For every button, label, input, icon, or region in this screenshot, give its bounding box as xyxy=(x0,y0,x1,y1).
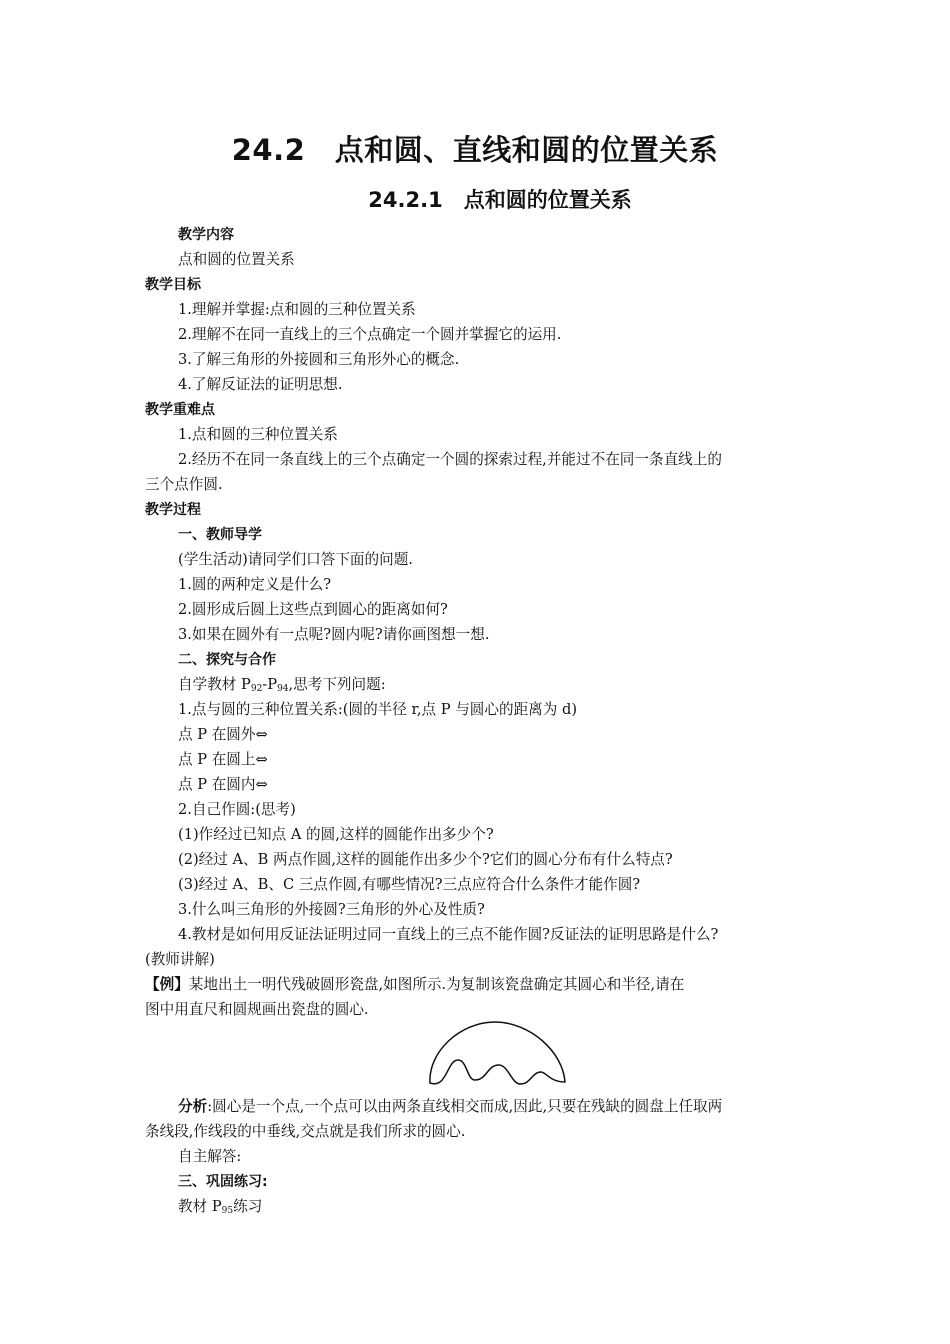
section3-heading: 三、巩固练习: xyxy=(178,1174,268,1190)
section1-line: (学生活动)请同学们口答下面的问题. xyxy=(178,551,413,568)
section2-line: 点 P 在圆外⇔ xyxy=(178,726,268,743)
practice-line: 教材 $P_{95}$练习 xyxy=(178,1198,263,1216)
self-study-line: 自学教材 $P_{92}-P_{94}$,思考下列问题: xyxy=(178,676,386,694)
analysis-label: 分析 xyxy=(178,1098,208,1115)
section2-line: 点 P 在圆内⇔ xyxy=(178,776,268,793)
section1-line: 3.如果在圆外有一点呢?圆内呢?请你画图想一想. xyxy=(178,626,490,643)
answer-label: 自主解答: xyxy=(178,1148,242,1165)
key-heading: 教学重难点 xyxy=(145,402,215,418)
example-line: 【例】某地出土一明代残破圆形瓷盘,如图所示.为复制该瓷盘确定其圆心和半径,请在 xyxy=(145,976,685,993)
key-point: 2.经历不在同一条直线上的三个点确定一个圆的探索过程,并能过不在同一条直线上的 xyxy=(178,451,722,468)
section2-line: 3.什么叫三角形的外接圆?三角形的外心及性质? xyxy=(178,901,485,918)
goal-item: 2.理解不在同一直线上的三个点确定一个圆并掌握它的运用. xyxy=(178,326,562,343)
section2-line: (2)经过 A、B 两点作圆,这样的圆能作出多少个?它们的圆心分布有什么特点? xyxy=(178,851,673,868)
section1-line: 1.圆的两种定义是什么? xyxy=(178,576,332,593)
section2-line: 4.教材是如何用反证法证明过同一直线上的三点不能作圆?反证法的证明思路是什么? xyxy=(178,926,719,943)
goals-heading: 教学目标 xyxy=(145,277,201,293)
process-heading: 教学过程 xyxy=(145,502,201,518)
page-title: 24.2 点和圆、直线和圆的位置关系 xyxy=(231,133,719,167)
analysis-line: 条线段,作线段的中垂线,交点就是我们所求的圆心. xyxy=(145,1123,466,1140)
content-heading: 教学内容 xyxy=(178,227,234,243)
page-subtitle: 24.2.1 点和圆的位置关系 xyxy=(368,188,632,212)
section1-line: 2.圆形成后圆上这些点到圆心的距离如何? xyxy=(178,601,448,618)
plate-outline xyxy=(430,1022,565,1084)
key-point: 1.点和圆的三种位置关系 xyxy=(178,426,338,443)
key-point: 三个点作圆. xyxy=(145,476,223,493)
content-text: 点和圆的位置关系 xyxy=(178,251,295,268)
section2-line: 2.自己作圆:(思考) xyxy=(178,801,296,818)
goal-item: 1.理解并掌握:点和圆的三种位置关系 xyxy=(178,301,416,318)
section2-line: 点 P 在圆上⇔ xyxy=(178,751,268,768)
section2-heading: 二、探究与合作 xyxy=(178,652,276,668)
analysis-line: 分析:圆心是一个点,一个点可以由两条直线相交而成,因此,只要在残缺的圆盘上任取两 xyxy=(178,1098,723,1115)
goal-item: 3.了解三角形的外接圆和三角形外心的概念. xyxy=(178,351,460,368)
section2-line: (教师讲解) xyxy=(145,951,215,968)
example-label: 【例】 xyxy=(145,976,189,993)
broken-plate-figure xyxy=(420,1018,570,1094)
section2-line: 1.点与圆的三种位置关系:(圆的半径 r,点 P 与圆心的距离为 d) xyxy=(178,701,578,718)
section2-line: (1)作经过已知点 A 的圆,这样的圆能作出多少个? xyxy=(178,826,494,843)
goal-item: 4.了解反证法的证明思想. xyxy=(178,376,343,393)
section2-line: (3)经过 A、B、C 三点作圆,有哪些情况?三点应符合什么条件才能作圆? xyxy=(178,876,641,893)
example-line: 图中用直尺和圆规画出瓷盘的圆心. xyxy=(145,1001,369,1018)
section1-heading: 一、教师导学 xyxy=(178,527,262,543)
